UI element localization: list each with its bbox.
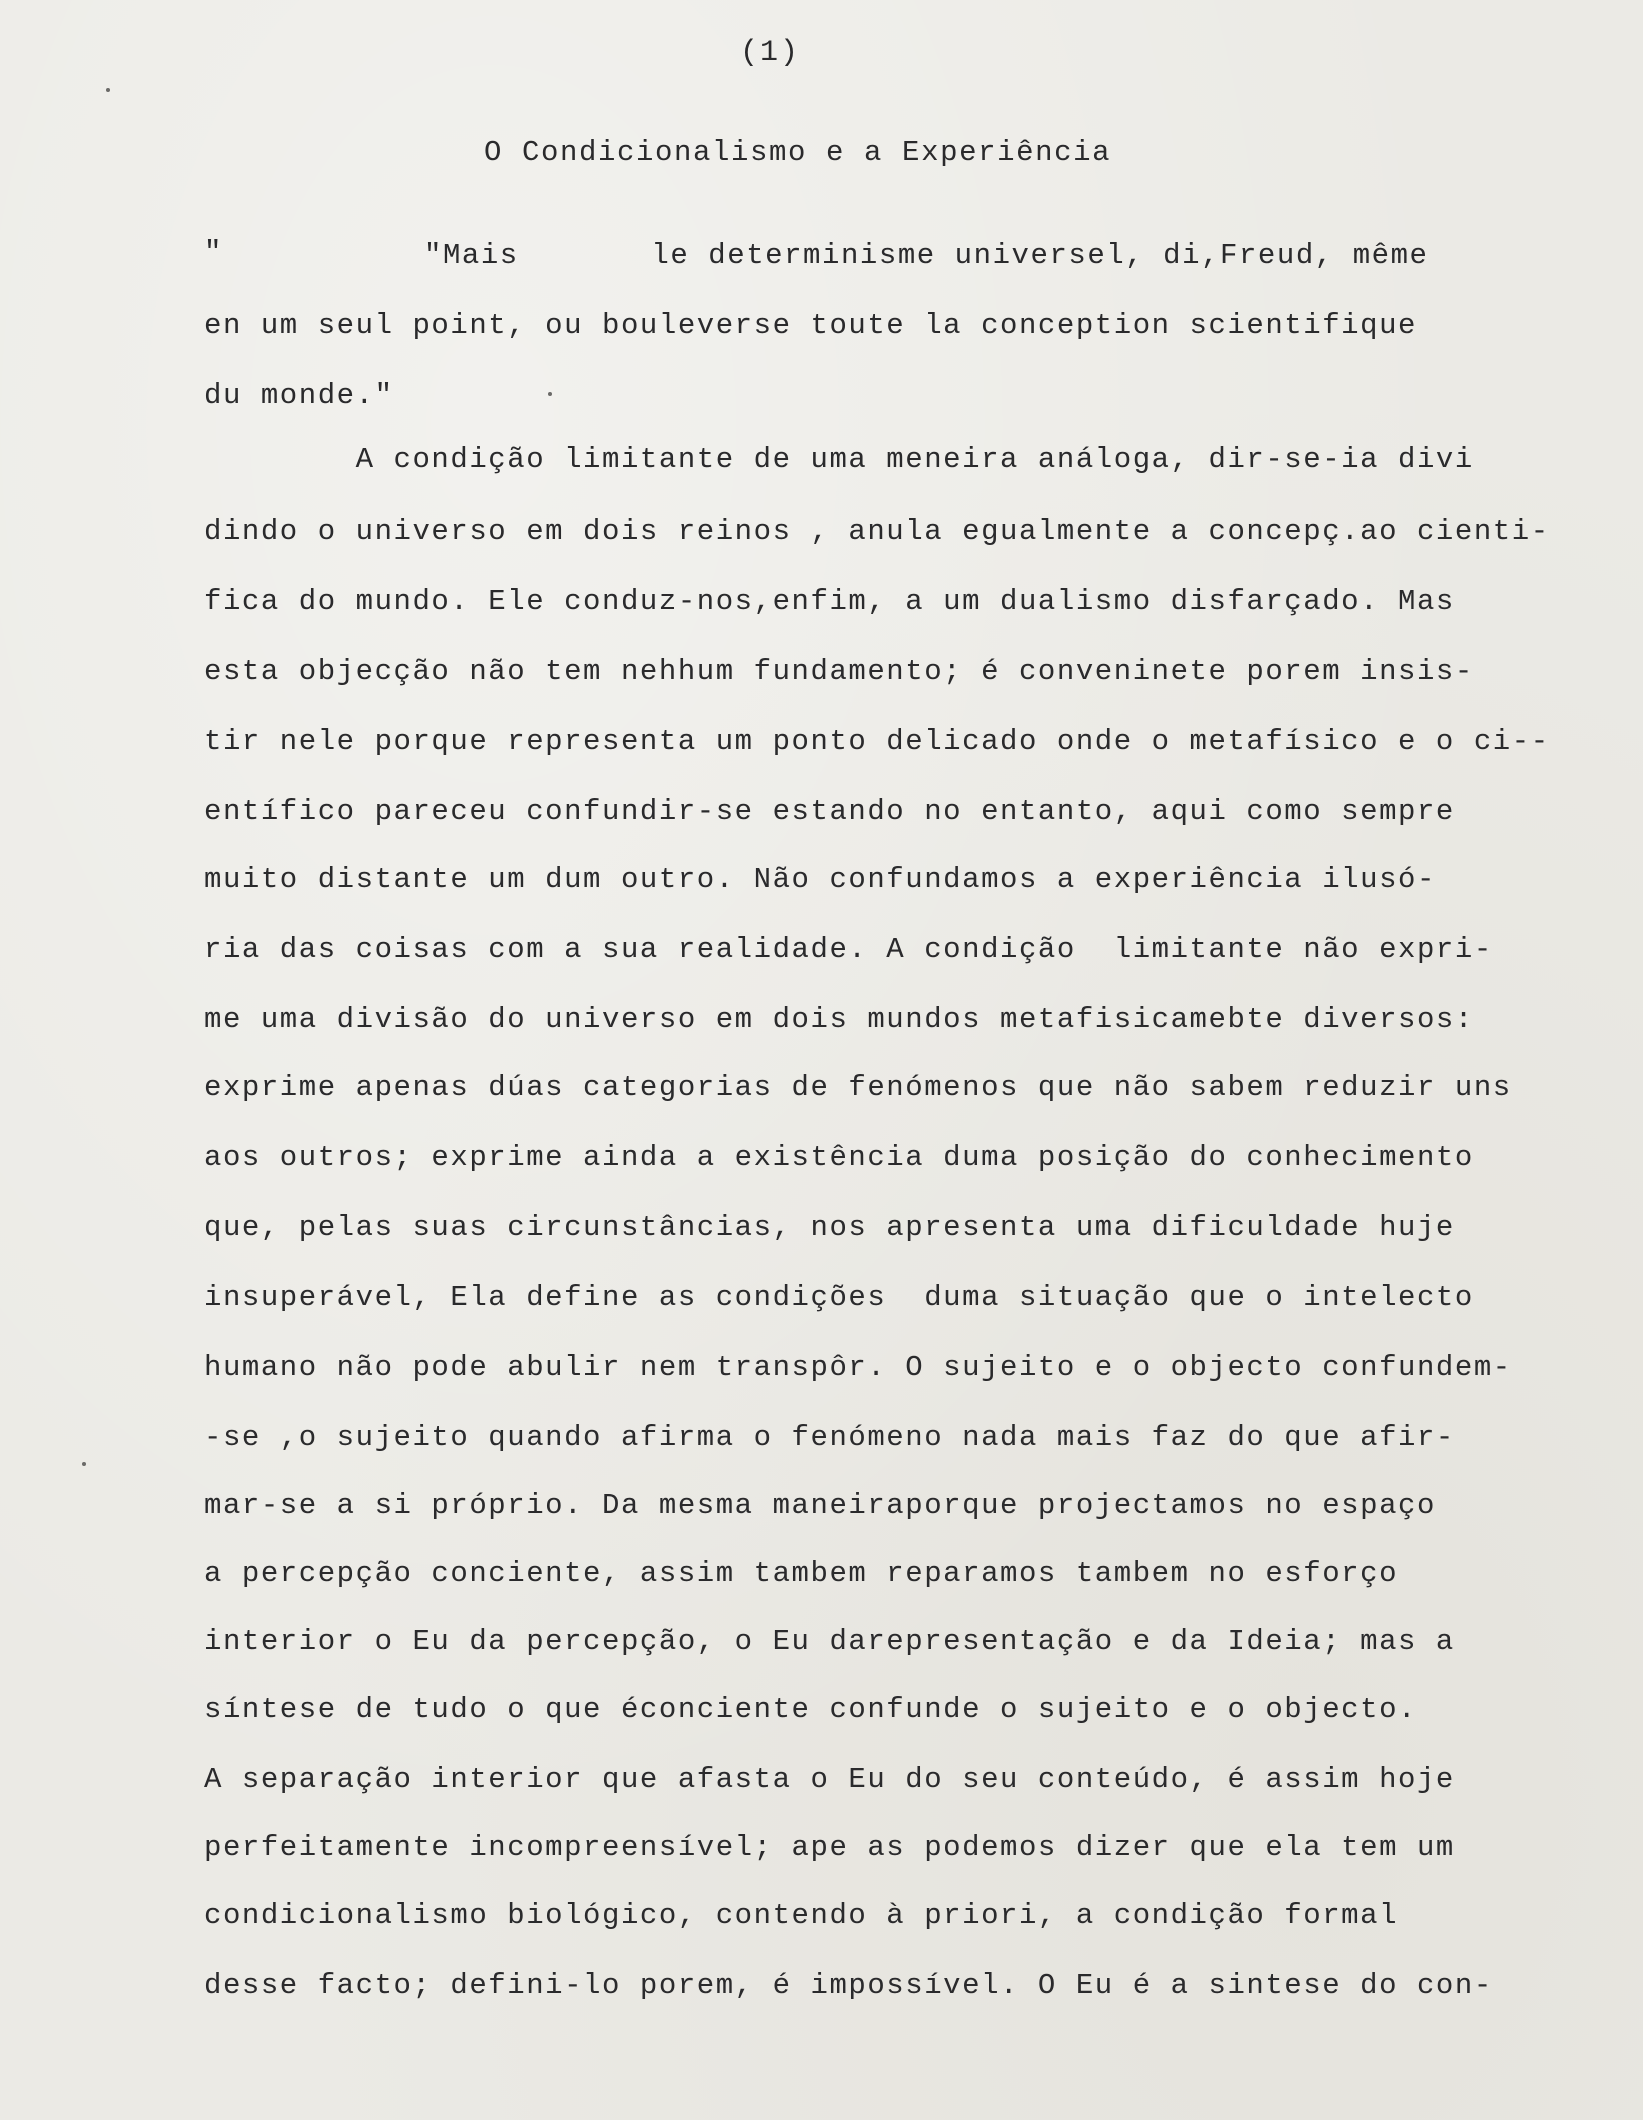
body-line: perfeitamente incompreensível; ape as podemos dizer que ela tem um	[204, 1831, 1455, 1864]
body-line: -se ,o sujeito quando afirma o fenómeno nada mais faz do que afir-	[204, 1421, 1455, 1454]
body-line: entífico pareceu confundir-se estando no entanto, aqui como sempre	[204, 795, 1455, 828]
body-line: condicionalismo biológico, contendo à priori, a condição formal	[204, 1899, 1399, 1932]
body-line: me uma divisão do universo em dois mundos metafisicamebte diversos:	[204, 1003, 1474, 1036]
paper-speck	[548, 392, 552, 396]
body-line: exprime apenas dúas categorias de fenómenos que não sabem reduzir uns	[204, 1071, 1512, 1104]
body-line: humano não pode abulir nem transpôr. O sujeito e o objecto confundem-	[204, 1351, 1512, 1384]
body-line: A separação interior que afasta o Eu do seu conteúdo, é assim hoje	[204, 1763, 1455, 1796]
body-line: dindo o universo em dois reinos , anula egualmente a concepç.ao cienti-	[204, 515, 1550, 548]
body-line: insuperável, Ela define as condições duma situação que o intelecto	[204, 1281, 1474, 1314]
body-line: fica do mundo. Ele conduz-nos,enfim, a um dualismo disfarçado. Mas	[204, 585, 1455, 618]
body-line: a percepção conciente, assim tambem reparamos tambem no esforço	[204, 1557, 1399, 1590]
quote-line: "Mais le determinisme universel, di,Freud, même	[424, 239, 1429, 272]
body-line: A condição limitante de uma meneira análoga, dir-se-ia divi	[204, 443, 1474, 476]
body-line: ria das coisas com a sua realidade. A condição limitante não expri-	[204, 933, 1493, 966]
document-title: O Condicionalismo e a Experiência	[484, 136, 1112, 169]
body-line: esta objecção não tem nehhum fundamento; é conveninete porem insis-	[204, 655, 1474, 688]
body-line: síntese de tudo o que éconciente confunde o sujeito e o objecto.	[204, 1693, 1417, 1726]
body-line: mar-se a si próprio. Da mesma maneiraporque projectamos no espaço	[204, 1489, 1436, 1522]
paper-speck	[82, 1462, 86, 1466]
page-number: (1)	[740, 36, 801, 70]
body-line: muito distante um dum outro. Não confundamos a experiência ilusó-	[204, 863, 1436, 896]
body-line: tir nele porque representa um ponto delicado onde o metafísico e o ci--	[204, 725, 1550, 758]
quote-open-mark: "	[204, 236, 222, 269]
body-line: que, pelas suas circunstâncias, nos apresenta uma dificuldade huje	[204, 1211, 1455, 1244]
body-line: desse facto; defini-lo porem, é impossível. O Eu é a sintese do con-	[204, 1969, 1493, 2002]
body-line: aos outros; exprime ainda a existência duma posição do conhecimento	[204, 1141, 1474, 1174]
quote-line: en um seul point, ou bouleverse toute la conception scientifique	[204, 309, 1417, 342]
quote-line: du monde."	[204, 379, 394, 412]
body-line: interior o Eu da percepção, o Eu darepresentação e da Ideia; mas a	[204, 1625, 1455, 1658]
paper-speck	[106, 88, 110, 92]
